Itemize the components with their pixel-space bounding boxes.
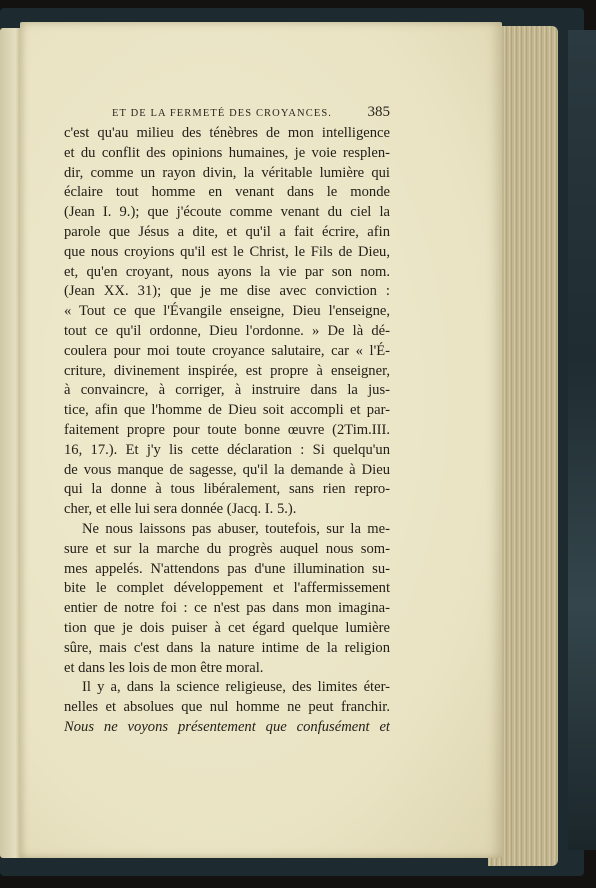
text-line: entier de notre foi : ce n'est pas dans mon imagina- <box>64 600 390 617</box>
facing-page-edge <box>0 28 22 858</box>
text-line: tion que je dois puiser à cet égard quelque lumière <box>64 619 390 636</box>
text-line: coulera pour moi toute croyance salutaire, car « l'É- <box>64 342 390 359</box>
text-line: nelles et absolues que nul homme ne peut franchir. <box>64 699 390 716</box>
text-line: tout ce qu'il ordonne, Dieu l'ordonne. » De là dé- <box>64 322 390 339</box>
text-line: sûre, mais c'est dans la nature intime de la religion <box>64 639 390 656</box>
text-line: « Tout ce que l'Évangile enseigne, Dieu l'enseigne, <box>64 303 390 320</box>
text-line: criture, divinement inspirée, est propre à enseigner, <box>64 362 390 379</box>
text-line: et, qu'en croyant, nous ayons la vie par son nom. <box>64 263 390 280</box>
text-line: mes appelés. N'attendons pas d'une illumination su- <box>64 560 390 577</box>
running-head: ET DE LA FERMETÉ DES CROYANCES. <box>112 108 333 119</box>
text-line: de vous manque de sagesse, qu'il la demande à Dieu <box>64 461 390 478</box>
text-line: (Jean I. 9.); que j'écoute comme venant du ciel la <box>64 204 390 221</box>
text-line: (Jean XX. 31); que je me dise avec conviction : <box>64 283 390 300</box>
text-line: tice, afin que l'homme de Dieu soit accompli et par- <box>64 402 390 419</box>
text-line: c'est qu'au milieu des ténèbres de mon intelligence <box>64 125 390 141</box>
text-line: Nous ne voyons présentement que confusément et <box>64 718 390 735</box>
page-number: 385 <box>367 104 390 120</box>
text-line: parole que Jésus a dite, et qu'il a fait écrire, afin <box>64 223 390 240</box>
text-line: et du conflit des opinions humaines, je voie resplen- <box>64 144 390 161</box>
text-line: qui la donne à tous libéralement, sans rien repro- <box>64 481 390 498</box>
text-line: Il y a, dans la science religieuse, des limites éter- <box>82 679 390 696</box>
text-line: et dans les lois de mon être moral. <box>64 659 264 676</box>
marbled-cover-edge <box>568 30 596 850</box>
text-line: faitement propre pour toute bonne œuvre (2Tim.III. <box>64 421 390 438</box>
text-line: bite le complet développement et l'affermissement <box>64 580 390 597</box>
text-line: que nous croyions qu'il est le Christ, le Fils de Dieu, <box>64 243 390 260</box>
text-line: sure et sur la marche du progrès auquel nous som- <box>64 540 390 557</box>
text-line: Ne nous laissons pas abuser, toutefois, sur la me- <box>82 520 390 537</box>
text-line: éclaire tout homme en venant dans le monde <box>64 184 390 201</box>
text-line: à convaincre, à corriger, à instruire dans la jus- <box>64 382 390 399</box>
text-line: dir, comme un rayon divin, la véritable lumière qui <box>64 164 390 181</box>
text-line: 16, 17.). Et j'y lis cette déclaration : Si quelqu'un <box>64 441 390 458</box>
body-text <box>64 124 390 738</box>
text-line: cher, et elle lui sera donnée (Jacq. I. 5.). <box>64 501 297 518</box>
page-header <box>112 104 390 124</box>
